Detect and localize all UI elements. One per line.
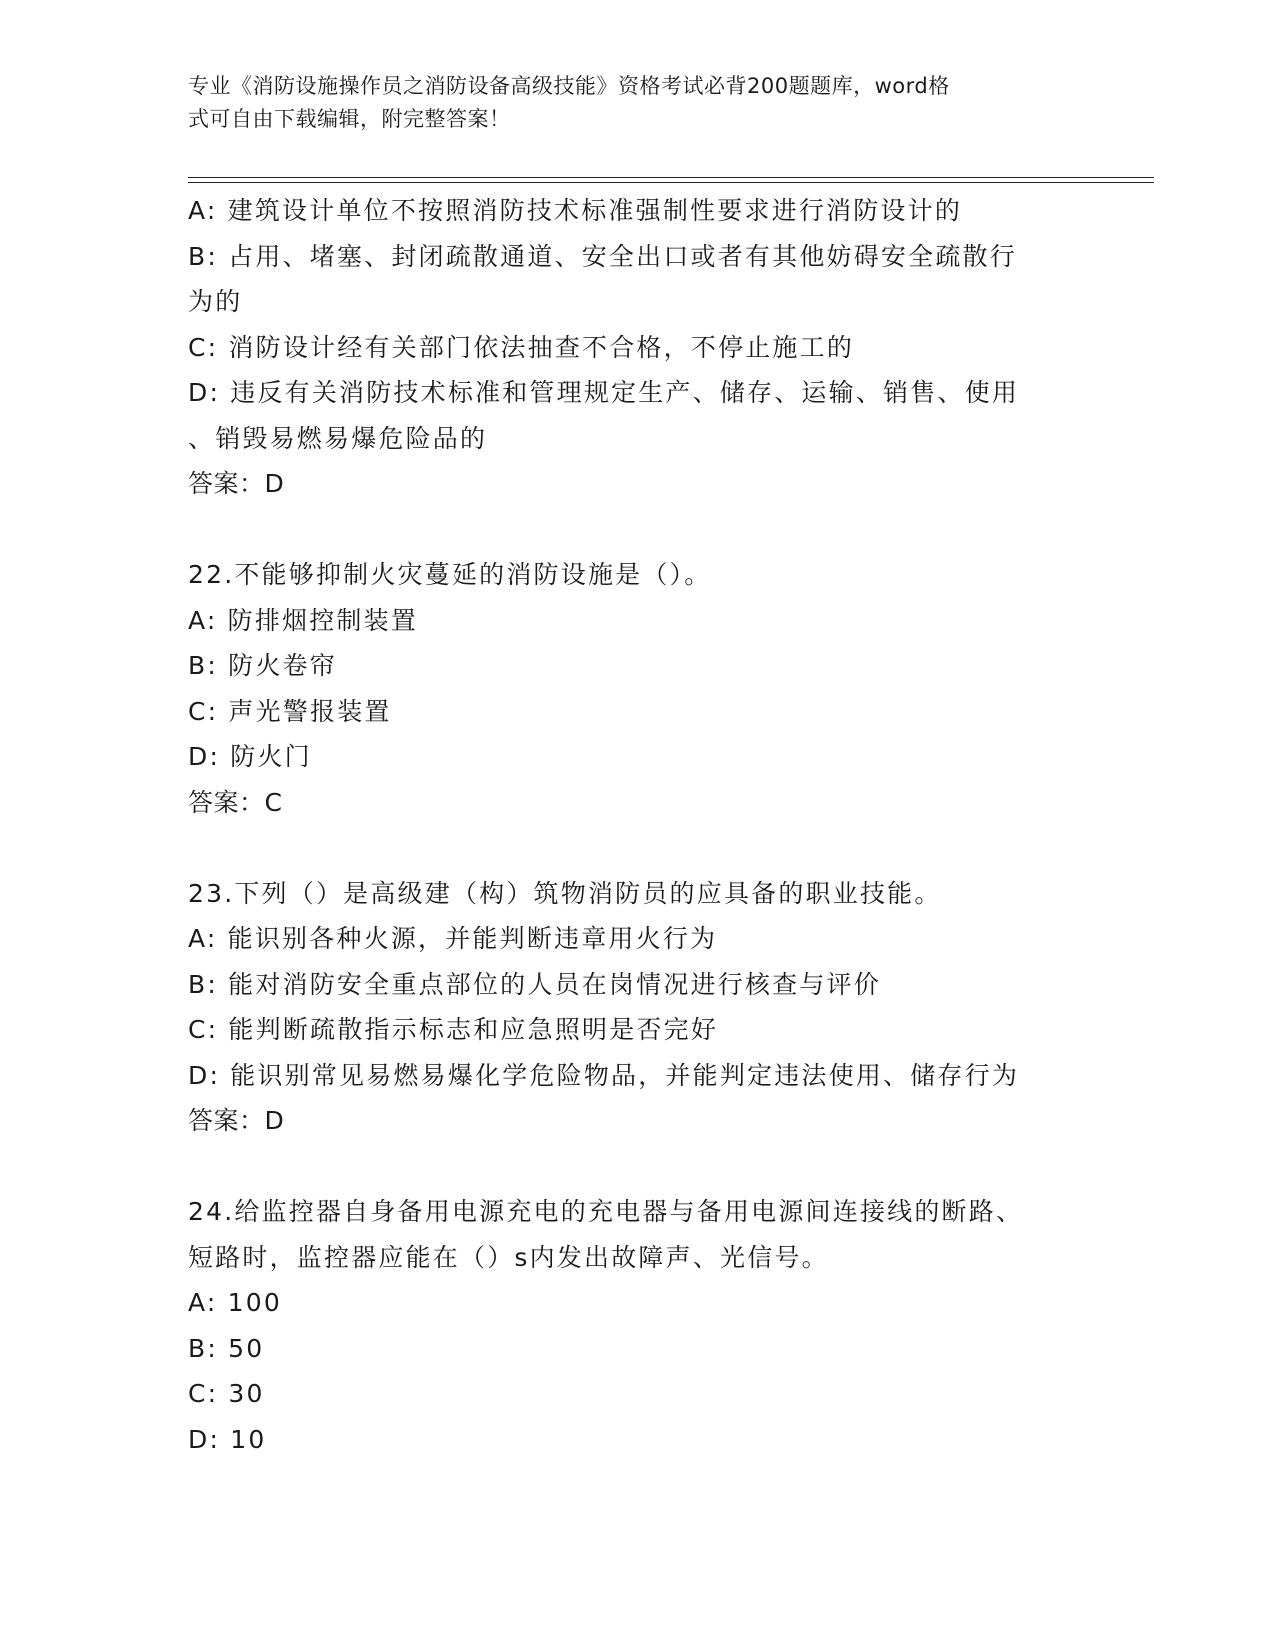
- header-line-1: 专业《消防设施操作员之消防设备高级技能》资格考试必背200题题库，word格: [188, 74, 950, 98]
- q23-option-d: D: 能识别常见易燃易爆化学危险物品，并能判定违法使用、储存行为: [188, 1060, 1020, 1090]
- q23-stem: 23.下列（）是高级建（构）筑物消防员的应具备的职业技能。: [188, 878, 942, 908]
- q21-option-d-line2: 、销毁易燃易爆危险品的: [188, 423, 488, 453]
- q24-stem-line2: 短路时，监控器应能在（）s内发出故障声、光信号。: [188, 1242, 829, 1272]
- header-line-2: 式可自由下载编辑，附完整答案！: [188, 107, 511, 131]
- q23-option-a: A: 能识别各种火源，并能判断违章用火行为: [188, 924, 718, 953]
- q22-option-d: D: 防火门: [188, 742, 312, 771]
- question-21-block: [188, 188, 1088, 507]
- q21-option-c: C: 消防设计经有关部门依法抽查不合格，不停止施工的: [188, 332, 855, 362]
- q23-option-b: B: 能对消防安全重点部位的人员在岗情况进行核查与评价: [188, 969, 881, 999]
- spacer: [188, 825, 1088, 871]
- q21-option-b-line1: B: 占用、堵塞、封闭疏散通道、安全出口或者有其他妨碍安全疏散行: [188, 241, 1017, 271]
- q22-option-c: C: 声光警报装置: [188, 696, 392, 726]
- question-24-block: [188, 1189, 1088, 1462]
- document-header: [188, 70, 1068, 136]
- q21-option-a: A: 建筑设计单位不按照消防技术标准强制性要求进行消防设计的: [188, 196, 963, 225]
- q24-option-b: B: 50: [188, 1333, 265, 1363]
- question-23-block: [188, 871, 1088, 1144]
- header-divider-top: [188, 177, 1154, 178]
- q21-option-b-line2: 为的: [188, 287, 243, 316]
- spacer: [188, 507, 1088, 553]
- q21-option-d-line1: D: 违反有关消防技术标准和管理规定生产、储存、运输、销售、使用: [188, 378, 1020, 407]
- q21-answer: 答案：D: [188, 469, 285, 498]
- q24-option-c: C: 30: [188, 1379, 265, 1408]
- q24-option-a: A: 100: [188, 1288, 282, 1317]
- q23-option-c: C: 能判断疏散指示标志和应急照明是否完好: [188, 1015, 719, 1044]
- spacer: [188, 1144, 1088, 1190]
- q24-stem-line1: 24.给监控器自身备用电源充电的充电器与备用电源间连接线的断路、: [188, 1197, 1024, 1226]
- q22-answer: 答案：C: [188, 787, 283, 817]
- header-divider-bottom: [188, 182, 1154, 183]
- question-list: [188, 188, 1088, 1462]
- q24-option-d: D: 10: [188, 1424, 267, 1454]
- q23-answer: 答案：D: [188, 1106, 285, 1135]
- q22-stem: 22.不能够抑制火灾蔓延的消防设施是（）。: [188, 560, 712, 589]
- q22-option-b: B: 防火卷帘: [188, 651, 337, 680]
- question-22-block: [188, 552, 1088, 825]
- q22-option-a: A: 防排烟控制装置: [188, 605, 419, 635]
